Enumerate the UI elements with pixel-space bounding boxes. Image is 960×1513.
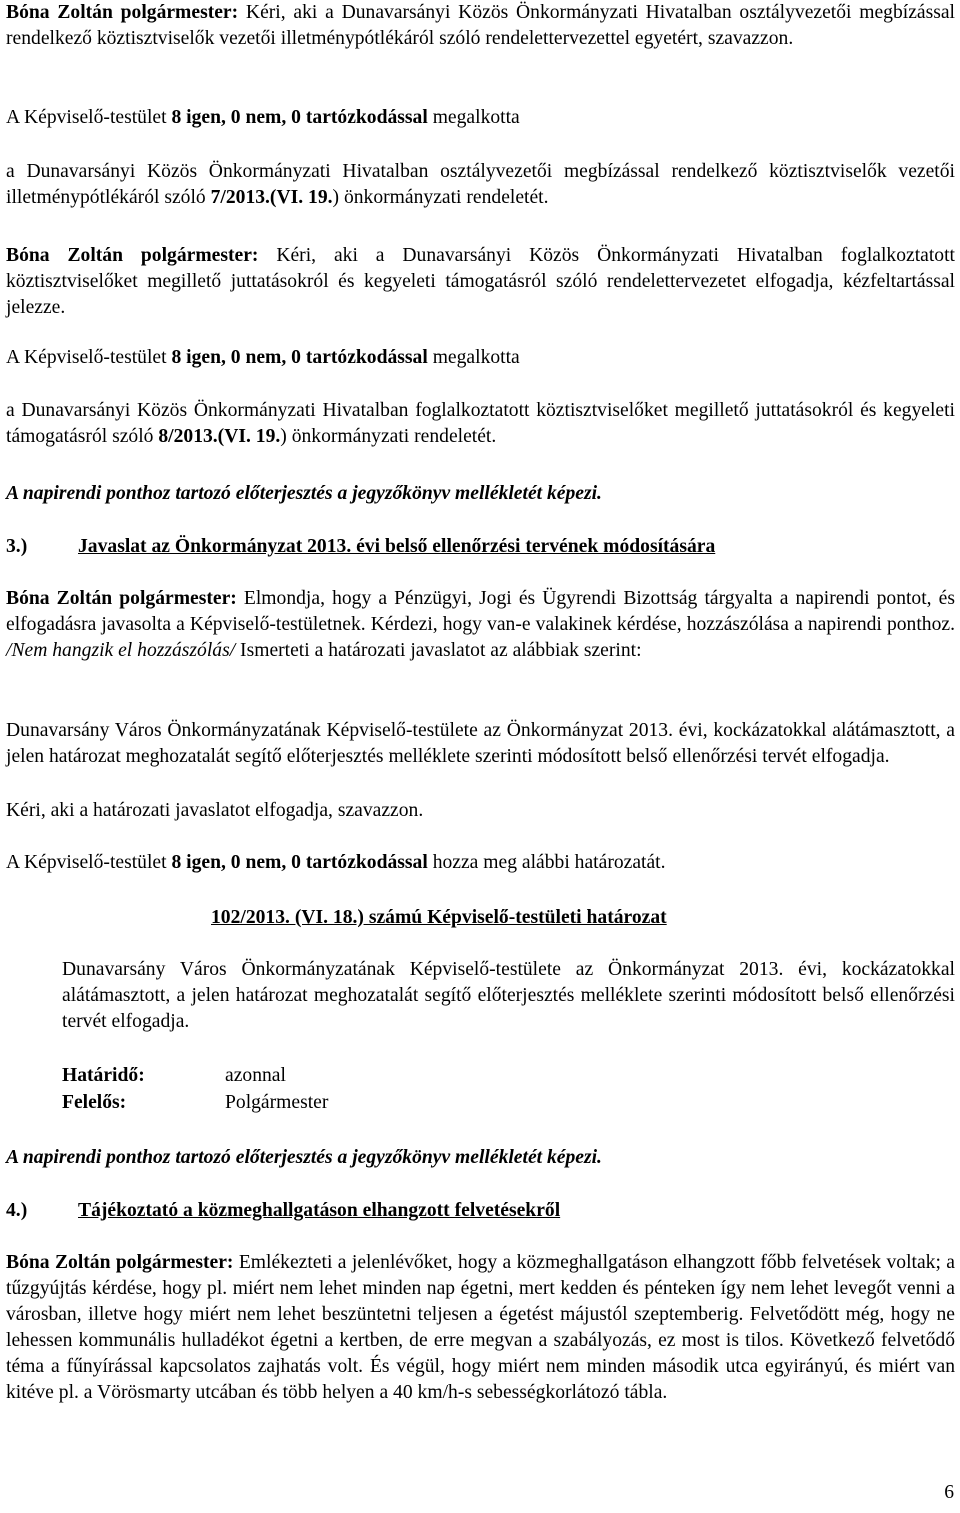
decree-suffix: ) önkormányzati rendeletét. [332, 187, 549, 208]
agenda-item-4 [6, 1198, 955, 1224]
ask-vote [6, 798, 955, 824]
annex-note-text: A napirendi ponthoz tartozó előterjesztés a jegyzőkönyv mellékletét képezi. [6, 1147, 602, 1168]
resolution-body: Dunavarsány Város Önkormányzatának Képviselő-testülete az Önkormányzat 2013. évi, kockázatokkal alátámasztott, a jelen határozat meghozatalát segítő előterjesztés melléklete szerinti módosított belső ellenőrzési tervét elfogadja. [62, 959, 955, 1032]
agenda-title: Tájékoztató a közmeghallgatáson elhangzott felvetésekről [78, 1200, 561, 1221]
paragraph-mayor-2 [6, 243, 955, 321]
paragraph-text: Elmondja, hogy a Pénzügyi, Jogi és Ügyrendi Bizottság tárgyalta a napirendi pontot, és elfogadásra javasolta a Képviselő-testületnek. Kérdezi, hogy van-e valakinek kérdése, hozzászólása a napirendi ponthoz. [6, 588, 955, 635]
vote-count: 8 igen, 0 nem, 0 tartózkodással [171, 347, 428, 368]
vote-suffix: megalkotta [427, 347, 520, 368]
decree-number: 7/2013.(VI. 19. [210, 187, 333, 208]
vote-suffix: megalkotta [427, 107, 520, 128]
speaker-label: Bóna Zoltán polgármester: [6, 245, 259, 266]
vote-prefix: A Képviselő-testület [6, 107, 172, 128]
resolution-text [62, 957, 955, 1035]
resolution-title [211, 905, 811, 931]
decree-text: a Dunavarsányi Közös Önkormányzati Hivatalban foglalkoztatott köztisztviselőket megillető juttatásokról és kegyeleti támogatásról szóló [6, 400, 955, 447]
deadline-row [62, 1063, 955, 1089]
vote-count: 8 igen, 0 nem, 0 tartózkodással [171, 107, 428, 128]
agenda-number: 3.) [6, 536, 28, 557]
decree-text: a Dunavarsányi Közös Önkormányzati Hivatalban osztályvezetői megbízással rendelkező köztisztviselők vezetői illetménypótlékáról szóló [6, 161, 955, 208]
deadline-value: azonnal [225, 1065, 286, 1086]
annex-note-text: A napirendi ponthoz tartozó előterjesztés a jegyzőkönyv mellékletét képezi. [6, 483, 602, 504]
paragraph-mayor-1 [6, 0, 955, 52]
ask-vote-text: Kéri, aki a határozati javaslatot elfogadja, szavazzon. [6, 800, 424, 821]
vote-result-3 [6, 850, 955, 876]
decree-7-2013 [6, 159, 955, 211]
no-comment-note: /Nem hangzik el hozzászólás/ [6, 640, 236, 661]
paragraph-mayor-4 [6, 1250, 955, 1406]
page-number: 6 [944, 1482, 954, 1503]
speaker-label: Bóna Zoltán polgármester: [6, 2, 239, 23]
deadline-label: Határidő: [62, 1065, 145, 1086]
paragraph-text: Kéri, aki a Dunavarsányi Közös Önkormányzati Hivatalban osztályvezetői megbízással rendelkező köztisztviselők vezetői illetménypótlékáról szóló rendelettervezettel egyetért, szavazzon. [6, 2, 955, 49]
responsible-value: Polgármester [225, 1092, 329, 1113]
paragraph-text-2: Ismerteti a határozati javaslatot az alábbiak szerint: [235, 640, 642, 661]
agenda-number: 4.) [6, 1200, 28, 1221]
responsible-row [62, 1090, 955, 1116]
vote-result-2 [6, 345, 955, 371]
resolution-proposal [6, 718, 955, 770]
agenda-title: Javaslat az Önkormányzat 2013. évi belső ellenőrzési tervének módosítására [78, 536, 716, 557]
decree-8-2013 [6, 398, 955, 450]
vote-suffix: hozza meg alábbi határozatát. [427, 852, 666, 873]
decree-number: 8/2013.(VI. 19. [158, 426, 281, 447]
speaker-label: Bóna Zoltán polgármester: [6, 588, 237, 609]
speaker-label: Bóna Zoltán polgármester: [6, 1252, 234, 1273]
agenda-item-3 [6, 534, 955, 560]
vote-prefix: A Képviselő-testület [6, 852, 172, 873]
proposal-text: Dunavarsány Város Önkormányzatának Képviselő-testülete az Önkormányzat 2013. évi, kockázatokkal alátámasztott, a jelen határozat meghozatalát segítő előterjesztés melléklete szerinti módosított belső ellenőrzési tervét elfogadja. [6, 720, 955, 767]
vote-prefix: A Képviselő-testület [6, 347, 172, 368]
vote-count: 8 igen, 0 nem, 0 tartózkodással [171, 852, 428, 873]
resolution-meta [62, 1063, 955, 1116]
paragraph-text: Emlékezteti a jelenlévőket, hogy a közmeghallgatáson elhangzott főbb felvetések voltak; a tűzgyújtás kérdése, hogy pl. miért nem lehet minden nap égetni, mert kedden és pénteken így nem lehet levegőt venni a városban, illetve hogy miért nem lehet beszüntetni teljesen a égetést májustól szeptemberig. Felvetődött még, hogy ne lehessen kommunális hulladékot égetni a kertben, de erre megvan a szabályozás, ez most is tilos. Következő felvetődő téma a fűnyírással kapcsolatos zajhatás volt. És végül, hogy miért nem minden második utca egyirányú, és miért van kitéve pl. a Vörösmarty utcában és több helyen a 40 km/h-s sebességkorlátozó tábla. [6, 1252, 955, 1403]
annex-note-1 [6, 481, 955, 507]
resolution-title-text: 102/2013. (VI. 18.) számú Képviselő-testületi határozat [211, 907, 667, 928]
responsible-label: Felelős: [62, 1092, 127, 1113]
vote-result-1 [6, 105, 955, 131]
decree-suffix: ) önkormányzati rendeletét. [280, 426, 497, 447]
annex-note-2 [6, 1145, 955, 1171]
paragraph-mayor-3 [6, 586, 955, 664]
paragraph-text: Kéri, aki a Dunavarsányi Közös Önkormányzati Hivatalban foglalkoztatott köztisztviselőket megillető juttatásokról és kegyeleti támogatásról szóló rendelettervezetet elfogadja, kézfeltartással jelezze. [6, 245, 955, 318]
